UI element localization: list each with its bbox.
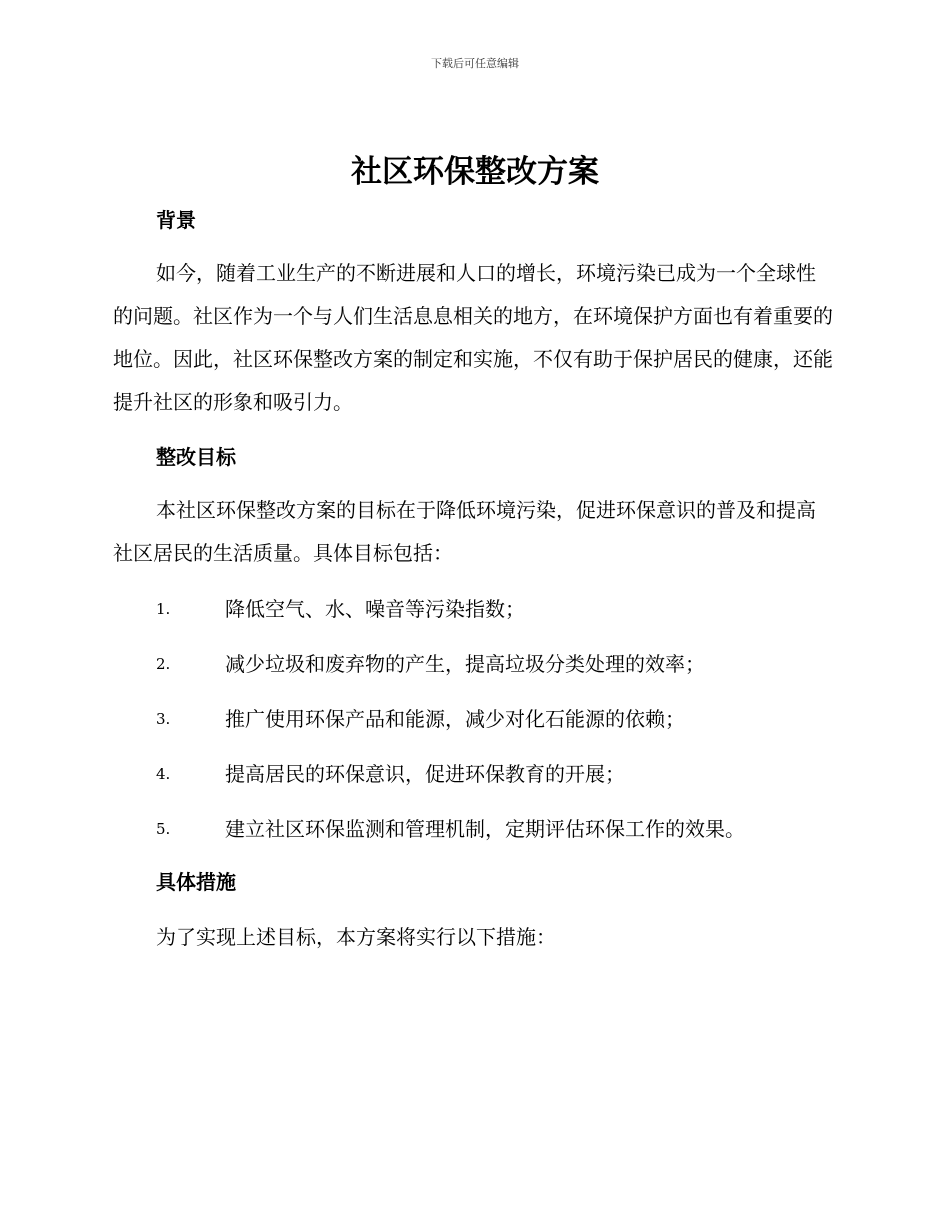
list-item-number: 2. — [156, 655, 171, 673]
list-item-text: 推广使用环保产品和能源，减少对化石能源的依赖； — [225, 707, 685, 731]
section-heading-background: 背景 — [156, 208, 196, 232]
list-item-number: 1. — [156, 600, 171, 618]
list-item-text: 建立社区环保监测和管理机制，定期评估环保工作的效果。 — [225, 817, 745, 841]
measures-paragraph: 为了实现上述目标，本方案将实行以下措施： — [156, 925, 556, 949]
list-item-text: 降低空气、水、噪音等污染指数； — [225, 597, 525, 621]
goals-paragraph: 本社区环保整改方案的目标在于降低环境污染，促进环保意识的普及和提高社区居民的生活质量。具体目标包括： — [113, 498, 816, 565]
background-paragraph: 如今，随着工业生产的不断进展和人口的增长，环境污染已成为一个全球性的问题。社区作为一个与人们生活息息相关的地方，在环境保护方面也有着重要的地位。因此，社区环保整改方案的制定和实施，不仅有助于保护居民的健康，还能提升社区的形象和吸引力。 — [113, 261, 833, 414]
list-item-number: 4. — [156, 765, 171, 783]
running-header: 下载后可任意编辑 — [431, 57, 519, 70]
list-item-number: 5. — [156, 820, 171, 838]
section-heading-measures: 具体措施 — [156, 870, 236, 894]
list-item-number: 3. — [156, 710, 171, 728]
list-item-text: 减少垃圾和废弃物的产生，提高垃圾分类处理的效率； — [225, 652, 705, 676]
section-heading-goals: 整改目标 — [156, 445, 236, 469]
list-item-text: 提高居民的环保意识，促进环保教育的开展； — [225, 762, 625, 786]
document-title: 社区环保整改方案 — [351, 154, 599, 190]
